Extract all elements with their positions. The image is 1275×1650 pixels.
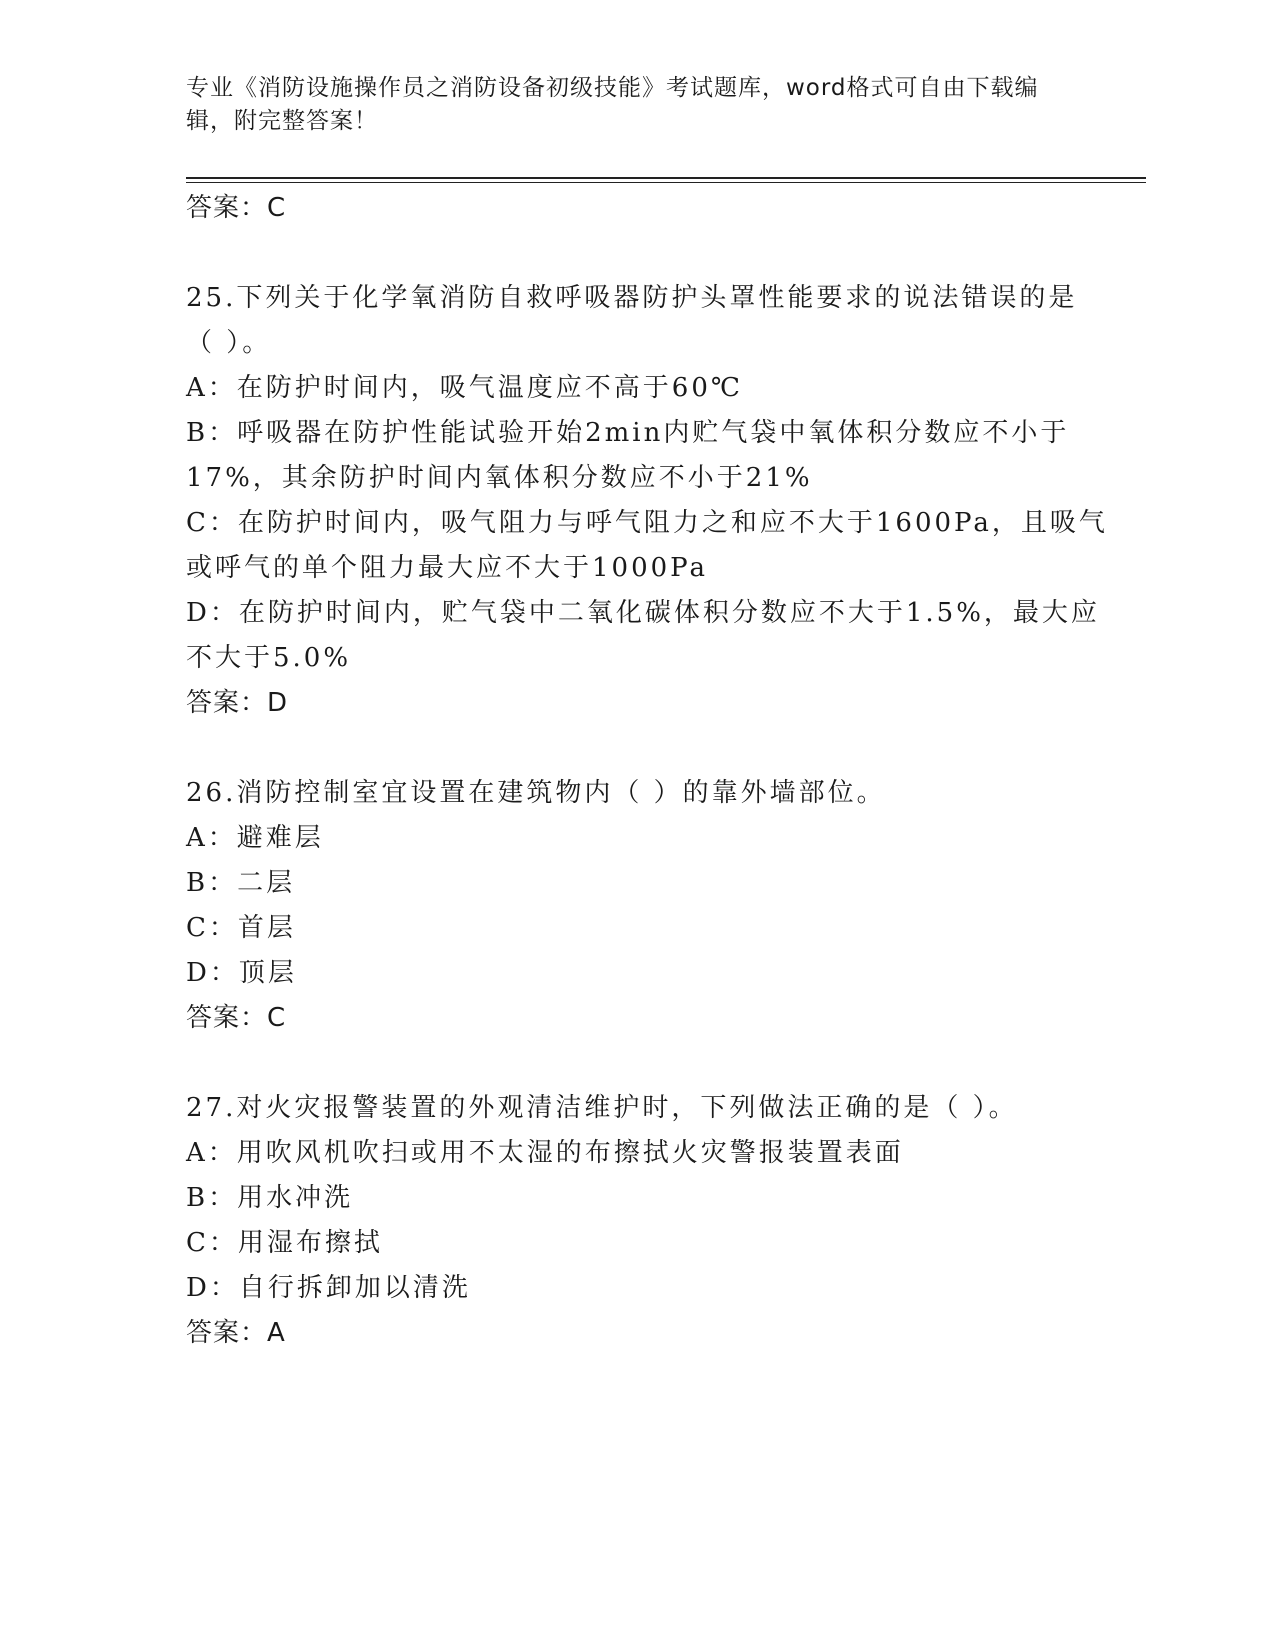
option-c: C：在防护时间内，吸气阻力与呼气阻力之和应不大于1600Pa，且吸气 (186, 508, 1108, 538)
option-c-continued: 或呼气的单个阻力最大应不大于1000Pa (186, 553, 708, 583)
question-list (186, 186, 1108, 1356)
spacer (186, 231, 1086, 276)
option-b: B：用水冲洗 (186, 1183, 354, 1213)
option-d: D：顶层 (186, 958, 297, 988)
question-26 (186, 771, 1086, 1041)
header-line-1: 专业《消防设施操作员之消防设备初级技能》考试题库，word格式可自由下载编 (186, 75, 1039, 101)
option-a: A：用吹风机吹扫或用不太湿的布擦拭火灾警报装置表面 (186, 1138, 904, 1168)
option-a: A：在防护时间内，吸气温度应不高于60℃ (186, 373, 743, 403)
option-d-continued: 不大于5.0% (186, 643, 352, 673)
question-25 (186, 276, 1108, 726)
question-stem-line: 27.对火灾报警装置的外观清洁维护时，下列做法正确的是（ ）。 (186, 1093, 1018, 1123)
option-d: D：自行拆卸加以清洗 (186, 1273, 471, 1303)
header-divider-thick (186, 177, 1146, 179)
question-stem-line: 26.消防控制室宜设置在建筑物内（ ）的靠外墙部位。 (186, 778, 886, 808)
previous-answer: 答案：C (186, 193, 287, 223)
spacer (186, 726, 1086, 771)
option-b-continued: 17%，其余防护时间内氧体积分数应不小于21% (186, 463, 813, 493)
option-d: D：在防护时间内，贮气袋中二氧化碳体积分数应不大于1.5%，最大应 (186, 598, 1100, 628)
question-stem-line: 25.下列关于化学氧消防自救呼吸器防护头罩性能要求的说法错误的是 (186, 283, 1078, 313)
document-header (186, 72, 1066, 138)
option-c: C：首层 (186, 913, 296, 943)
question-stem-line: （ ）。 (186, 328, 272, 358)
header-line-2: 辑，附完整答案！ (186, 108, 378, 134)
answer-key: 答案：C (186, 1003, 287, 1033)
option-b: B：呼吸器在防护性能试验开始2min内贮气袋中氧体积分数应不小于 (186, 418, 1070, 448)
spacer (186, 1041, 1086, 1086)
answer-key: 答案：D (186, 688, 289, 718)
answer-key: 答案：A (186, 1318, 286, 1348)
question-27 (186, 1086, 1086, 1356)
option-a: A：避难层 (186, 823, 324, 853)
option-b: B：二层 (186, 868, 296, 898)
option-c: C：用湿布擦拭 (186, 1228, 383, 1258)
header-divider-thin (186, 182, 1146, 183)
